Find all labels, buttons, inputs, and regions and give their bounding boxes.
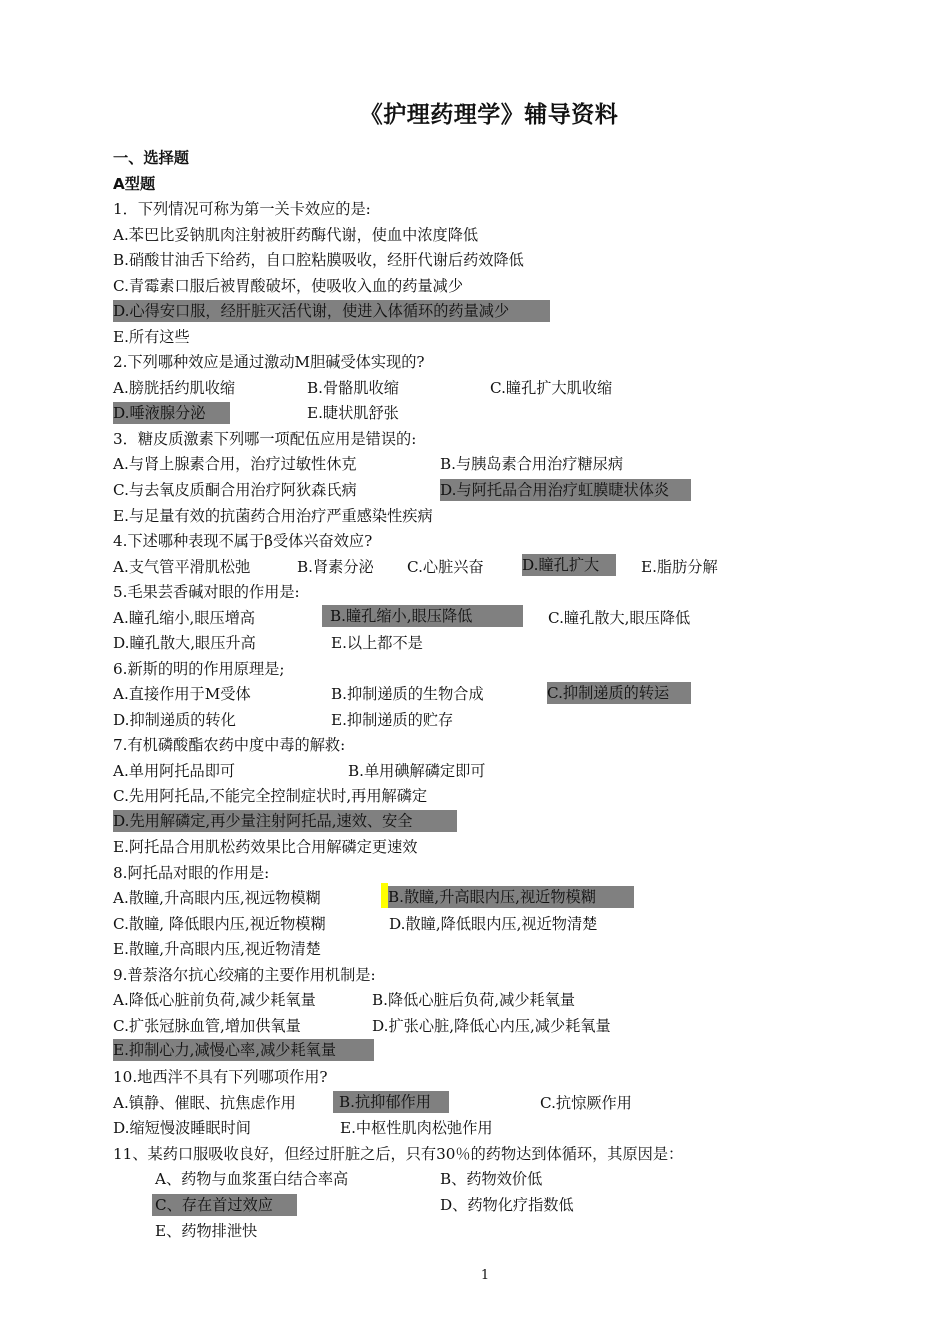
question-10-option-d: D.缩短慢波睡眠时间 xyxy=(113,1119,251,1137)
question-8-option-d: D.散瞳,降低眼内压,视近物清楚 xyxy=(389,915,598,933)
question-4-option-d-answer: D.瞳孔扩大 xyxy=(522,554,616,576)
question-1-option-c: C.青霉素口服后被胃酸破坏，使吸收入血的药量减少 xyxy=(113,277,464,295)
question-1-option-d-answer: D.心得安口服，经肝脏灭活代谢，使进入体循环的药量减少 xyxy=(113,300,550,322)
question-5-option-d: D.瞳孔散大,眼压升高 xyxy=(113,634,256,652)
question-11-option-b: B、药物效价低 xyxy=(440,1170,543,1188)
question-7-option-b: B.单用碘解磷定即可 xyxy=(348,762,486,780)
question-2-option-a: A.膀胱括约肌收缩 xyxy=(113,379,236,397)
question-11-option-d: D、药物化疗指数低 xyxy=(440,1196,574,1214)
question-10-option-a: A.镇静、催眠、抗焦虑作用 xyxy=(113,1094,296,1112)
question-7-option-d-answer: D.先用解磷定,再少量注射阿托品,速效、安全 xyxy=(113,810,457,832)
question-10-option-e: E.中枢性肌肉松弛作用 xyxy=(340,1119,493,1137)
question-1-stem: 1．下列情况可称为第一关卡效应的是: xyxy=(113,200,371,218)
question-4-option-a: A.支气管平滑肌松弛 xyxy=(113,558,251,576)
question-1-option-e: E.所有这些 xyxy=(113,328,190,346)
question-8-option-e: E.散瞳,升高眼内压,视近物清楚 xyxy=(113,940,321,958)
question-2-option-c: C.瞳孔扩大肌收缩 xyxy=(490,379,613,397)
question-10-option-c: C.抗惊厥作用 xyxy=(540,1094,632,1112)
question-2-stem: 2.下列哪种效应是通过激动M胆碱受体实现的? xyxy=(113,353,425,371)
question-3-stem: 3．糖皮质激素下列哪一项配伍应用是错误的: xyxy=(113,430,417,448)
question-7-option-a: A.单用阿托品即可 xyxy=(113,762,236,780)
question-4-stem: 4.下述哪种表现不属于β受体兴奋效应? xyxy=(113,532,373,550)
page-number: 1 xyxy=(480,1268,490,1283)
question-1-option-a: A.苯巴比妥钠肌肉注射被肝药酶代谢，使血中浓度降低 xyxy=(113,226,479,244)
question-9-option-b: B.降低心脏后负荷,减少耗氧量 xyxy=(372,991,576,1009)
question-2-option-b: B.骨骼肌收缩 xyxy=(307,379,399,397)
question-8-option-c: C.散瞳, 降低眼内压,视近物模糊 xyxy=(113,915,326,933)
question-3-option-a: A.与肾上腺素合用，治疗过敏性休克 xyxy=(113,455,357,473)
question-10-stem: 10.地西泮不具有下列哪项作用? xyxy=(113,1068,328,1086)
question-8-stem: 8.阿托品对眼的作用是: xyxy=(113,864,270,882)
question-11-option-c-answer: C、存在首过效应 xyxy=(152,1194,297,1216)
question-11-option-a: A、药物与血浆蛋白结合率高 xyxy=(155,1170,349,1188)
question-11-option-e: E、药物排泄快 xyxy=(155,1222,258,1240)
question-1-option-b: B.硝酸甘油舌下给药，自口腔粘膜吸收，经肝代谢后药效降低 xyxy=(113,251,524,269)
question-9-stem: 9.普萘洛尔抗心绞痛的主要作用机制是: xyxy=(113,966,376,984)
question-7-stem: 7.有机磷酸酯农药中度中毒的解救: xyxy=(113,736,346,754)
question-6-option-c-answer: C.抑制递质的转运 xyxy=(547,682,691,704)
question-8-option-a: A.散瞳,升高眼内压,视远物模糊 xyxy=(113,889,321,907)
document-title: 《护理药理学》辅导资料 xyxy=(359,102,619,128)
question-6-option-b: B.抑制递质的生物合成 xyxy=(331,685,484,703)
question-9-option-c: C.扩张冠脉血管,增加供氧量 xyxy=(113,1017,301,1035)
question-3-option-b: B.与胰岛素合用治疗糖尿病 xyxy=(440,455,624,473)
question-9-option-a: A.降低心脏前负荷,减少耗氧量 xyxy=(113,991,316,1009)
question-6-option-e: E.抑制递质的贮存 xyxy=(331,711,454,729)
question-3-option-e: E.与足量有效的抗菌药合用治疗严重感染性疾病 xyxy=(113,507,433,525)
question-5-option-e: E.以上都不是 xyxy=(331,634,423,652)
question-4-option-c: C.心脏兴奋 xyxy=(407,558,484,576)
question-4-option-b: B.肾素分泌 xyxy=(297,558,374,576)
question-5-option-a: A.瞳孔缩小,眼压增高 xyxy=(113,609,256,627)
section-heading: 一、选择题 xyxy=(113,149,189,167)
question-7-option-e: E.阿托品合用肌松药效果比合用解磷定更速效 xyxy=(113,838,418,856)
question-3-option-d-answer: D.与阿托品合用治疗虹膜睫状体炎 xyxy=(440,479,691,501)
subsection-heading: A型题 xyxy=(113,175,156,193)
question-5-option-b-answer: B.瞳孔缩小,眼压降低 xyxy=(322,605,523,627)
question-5-stem: 5.毛果芸香碱对眼的作用是: xyxy=(113,583,300,601)
question-2-option-d-answer: D.唾液腺分泌 xyxy=(113,402,230,424)
question-8-option-b-answer: B.散瞳,升高眼内压,视近物模糊 xyxy=(388,886,634,908)
question-7-option-c: C.先用阿托品,不能完全控制症状时,再用解磷定 xyxy=(113,787,428,805)
question-5-option-c: C.瞳孔散大,眼压降低 xyxy=(548,609,691,627)
question-2-option-e: E.睫状肌舒张 xyxy=(307,404,399,422)
question-3-option-c: C.与去氧皮质酮合用治疗阿狄森氏病 xyxy=(113,481,357,499)
question-6-option-a: A.直接作用于M受体 xyxy=(113,685,251,703)
question-9-option-e-answer: E.抑制心力,减慢心率,减少耗氧量 xyxy=(113,1039,374,1061)
question-10-option-b-answer: B.抗抑郁作用 xyxy=(333,1091,449,1113)
question-6-option-d: D.抑制递质的转化 xyxy=(113,711,236,729)
question-9-option-d: D.扩张心脏,降低心内压,减少耗氧量 xyxy=(372,1017,611,1035)
question-11-stem: 11、某药口服吸收良好，但经过肝脏之后，只有30％的药物达到体循环，其原因是： xyxy=(113,1145,684,1163)
highlight-marker xyxy=(381,883,388,908)
question-6-stem: 6.新斯的明的作用原理是; xyxy=(113,660,285,678)
question-4-option-e: E.脂肪分解 xyxy=(641,558,718,576)
